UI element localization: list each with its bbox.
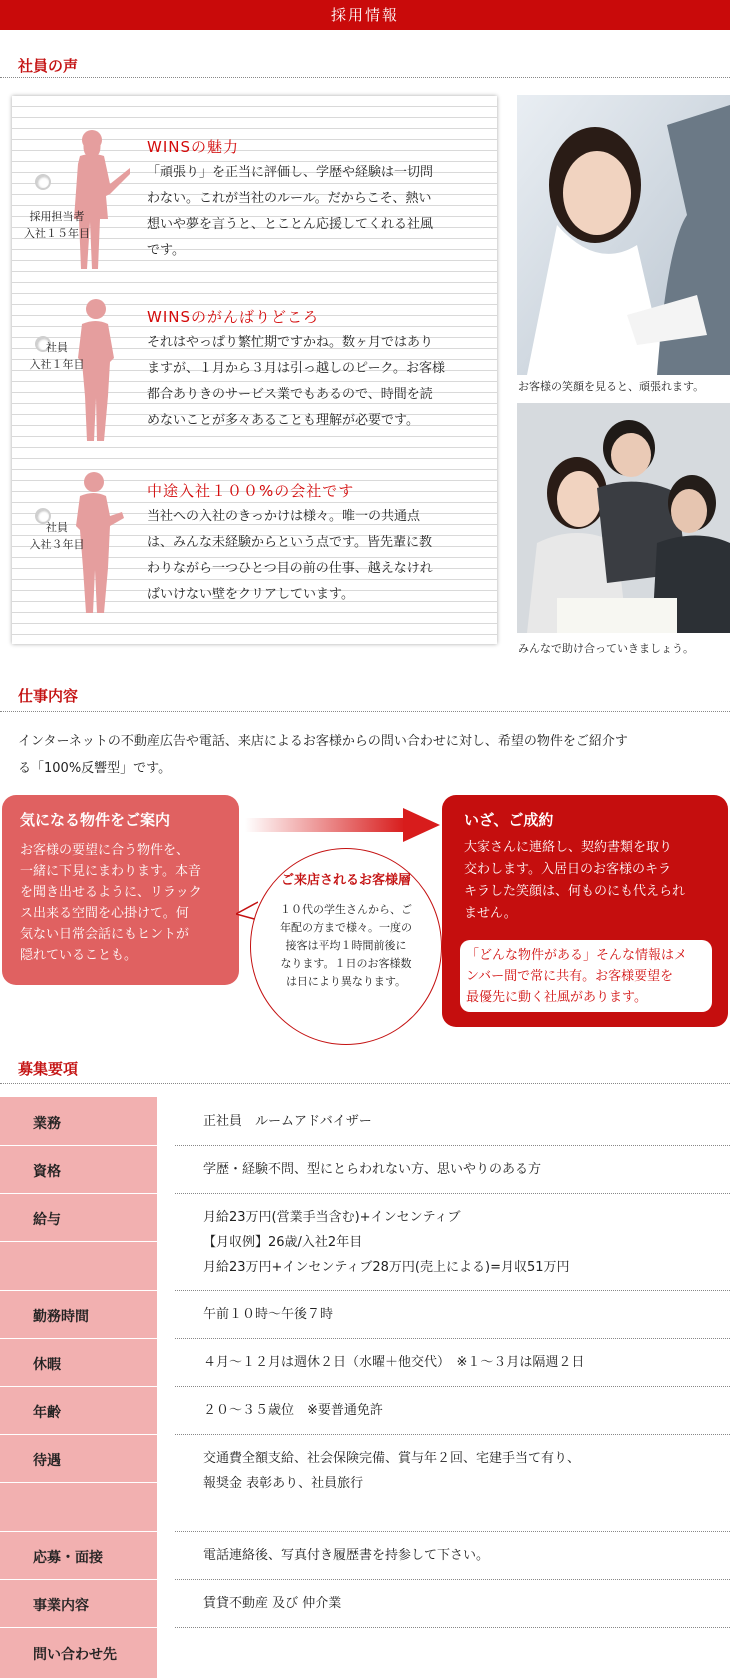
page-title: 採用情報 (330, 6, 399, 24)
step-box-contract (442, 795, 728, 1027)
arrow-right-icon (245, 808, 440, 842)
step-line: ス出来る空間を心掛けて。何 (20, 906, 189, 921)
voice-title: 中途入社１００%の会社です (147, 482, 355, 500)
row-value: ４月～１２月は週休２日（水曜＋他交代） ※１～３月は隔週２日 (203, 1355, 585, 1370)
step-line: お客様の要望に合う物件を、 (20, 843, 190, 858)
person-role: 採用担当者 (29, 210, 85, 223)
row-label: 業務 (33, 1116, 61, 1132)
step-title: 気になる物件をご案内 (20, 811, 171, 829)
person-role: 社員 (46, 521, 68, 534)
bubble-line: なります。１日のお客様数 (280, 957, 412, 970)
section-divider (0, 711, 730, 712)
bubble-line: １０代の学生さんから、ご (280, 903, 412, 916)
voice-line: ますが、１月から３月は引っ越しのピーク。お客様 (147, 361, 445, 376)
row-label: 勤務時間 (33, 1309, 89, 1325)
voice-title: WINSのがんばりどころ (147, 308, 319, 326)
voice-body (147, 330, 467, 434)
photo-caption: みんなで助け合っていきましょう。 (518, 642, 694, 655)
row-divider (0, 1241, 157, 1242)
voice-line: わりながら一つひとつ目の前の仕事、越えなけれ (147, 561, 433, 576)
voice-line: 都合ありきのサービス業でもあるので、時間を読 (147, 387, 433, 402)
intro-line: る「100%反響型」です。 (18, 761, 172, 776)
binder-hole (35, 174, 51, 190)
intro-line: インターネットの不動産広告や電話、来店によるお客様からの問い合わせに対し、希望の物件をご紹介す (18, 734, 628, 749)
step-line: 大家さんに連絡し、契約書類を取り (464, 840, 673, 855)
voice-body (147, 504, 467, 608)
row-divider (0, 1482, 157, 1483)
step-line: ません。 (464, 906, 517, 921)
voice-line: 当社への入社のきっかけは様々。唯一の共通点 (147, 509, 421, 524)
section-title-recruit: 募集要項 (18, 1060, 79, 1078)
bubble-line: 接客は平均１時間前後に (285, 939, 407, 952)
row-value-line: 【月収例】26歳/入社2年目 (203, 1235, 363, 1250)
row-label: 待遇 (33, 1453, 61, 1469)
step-line: キラした笑顔は、何ものにも代えられ (464, 884, 686, 899)
row-value-line: 交通費全額支給、社会保険完備、賞与年２回、宅建手当て有り、 (203, 1451, 581, 1466)
table-row (0, 1290, 730, 1338)
row-label: 資格 (33, 1164, 61, 1180)
table-row (0, 1531, 730, 1579)
table-row (0, 1145, 730, 1193)
team-meeting-photo (517, 403, 730, 633)
row-value: 学歴・経験不問、型にとらわれない方、思いやりのある方 (203, 1162, 542, 1177)
row-value (203, 1205, 570, 1280)
customer-bubble (250, 848, 442, 1045)
voice-line: わない。これが当社のルール。だからこそ、熱い (147, 191, 432, 206)
voice-line: は、みんな未経験からという点です。皆先輩に教 (147, 535, 432, 550)
work-intro (18, 728, 718, 782)
row-value (203, 1446, 580, 1496)
row-label: 事業内容 (33, 1598, 89, 1614)
table-row (0, 1338, 730, 1386)
person-tenure: 入社１年目 (29, 358, 85, 371)
voice-title: WINSの魅力 (147, 138, 239, 156)
step-box-guide (2, 795, 239, 985)
row-value-line: 月給23万円+インセンティブ28万円(売上による)=月収51万円 (203, 1260, 570, 1275)
row-value: 午前１０時～午後７時 (203, 1307, 334, 1322)
note-line: 最優先に動く社風があります。 (466, 990, 647, 1005)
bubble-line: は日により異なります。 (285, 975, 407, 988)
person-tenure: 入社３年目 (29, 538, 85, 551)
step-note (460, 940, 712, 1012)
voice-body (147, 160, 467, 264)
bubble-title: ご来店されるお客様層 (280, 873, 411, 888)
step-line: 一緒に下見にまわります。本音 (20, 864, 201, 879)
voice-line: ばいけない壁をクリアしています。 (147, 587, 354, 602)
note-line: 「どんな物件がある」そんな情報はメ (466, 948, 688, 963)
row-label: 給与 (33, 1212, 61, 1228)
section-title-work: 仕事内容 (18, 687, 79, 705)
voice-entry (12, 468, 497, 618)
row-value: 電話連絡後、写真付き履歴書を持参して下さい。 (203, 1548, 490, 1563)
table-row (0, 1579, 730, 1627)
note-line: ンバー間で常に共有。お客様要望を (466, 969, 674, 984)
voice-line: です。 (147, 243, 185, 258)
employee-voices-notebook (12, 96, 497, 644)
section-title-voices: 社員の声 (18, 57, 79, 75)
row-value: 賃貸不動産 及び 仲介業 (203, 1596, 342, 1611)
table-row (0, 1097, 730, 1145)
row-value-line: 報奨金 表彰あり、社員旅行 (203, 1476, 364, 1491)
voice-entry (12, 296, 497, 446)
row-label: 休暇 (33, 1357, 61, 1373)
row-value: 正社員 ルームアドバイザー (203, 1114, 372, 1129)
step-body (20, 840, 202, 966)
voice-entry (12, 124, 497, 274)
voice-line: 「頑張り」を正当に評価し、学歴や経験は一切問 (147, 165, 434, 180)
row-label: 年齢 (33, 1405, 61, 1421)
table-row (0, 1386, 730, 1434)
photo-caption: お客様の笑顔を見ると、頑張れます。 (518, 380, 705, 393)
voice-line: 想いや夢を言うと、とことん応援してくれる社風 (147, 217, 434, 232)
person-tenure: 入社１５年目 (24, 227, 90, 240)
smiling-woman-photo (517, 95, 730, 375)
step-title: いざ、ご成約 (464, 811, 554, 829)
row-value-line: 月給23万円(営業手当含む)+インセンティブ (203, 1210, 461, 1225)
step-line: 隠れていることも。 (20, 948, 138, 963)
woman-silhouette-icon (70, 124, 130, 269)
page-header-bar (0, 0, 730, 30)
row-label: 問い合わせ先 (33, 1647, 117, 1663)
section-divider (0, 1083, 730, 1084)
section-divider (0, 77, 730, 78)
bubble-line: 年配の方まで様々。一度の (280, 921, 412, 934)
step-line: 気ない日常会話にもヒントが (20, 927, 190, 942)
row-value: ２０～３５歳位 ※要普通免許 (203, 1403, 383, 1418)
row-label: 応募・面接 (33, 1550, 103, 1566)
voice-line: めないことが多々あることも理解が必要です。 (147, 413, 419, 428)
person-role: 社員 (46, 341, 68, 354)
voice-line: それはやっぱり繁忙期ですかね。数ヶ月ではあり (147, 335, 434, 350)
step-body (464, 837, 685, 925)
table-row (0, 1627, 730, 1678)
bubble-body (251, 901, 441, 991)
step-line: 交わします。入居日のお客様のキラ (464, 862, 671, 877)
step-line: を聞き出せるように、リラック (20, 885, 202, 900)
